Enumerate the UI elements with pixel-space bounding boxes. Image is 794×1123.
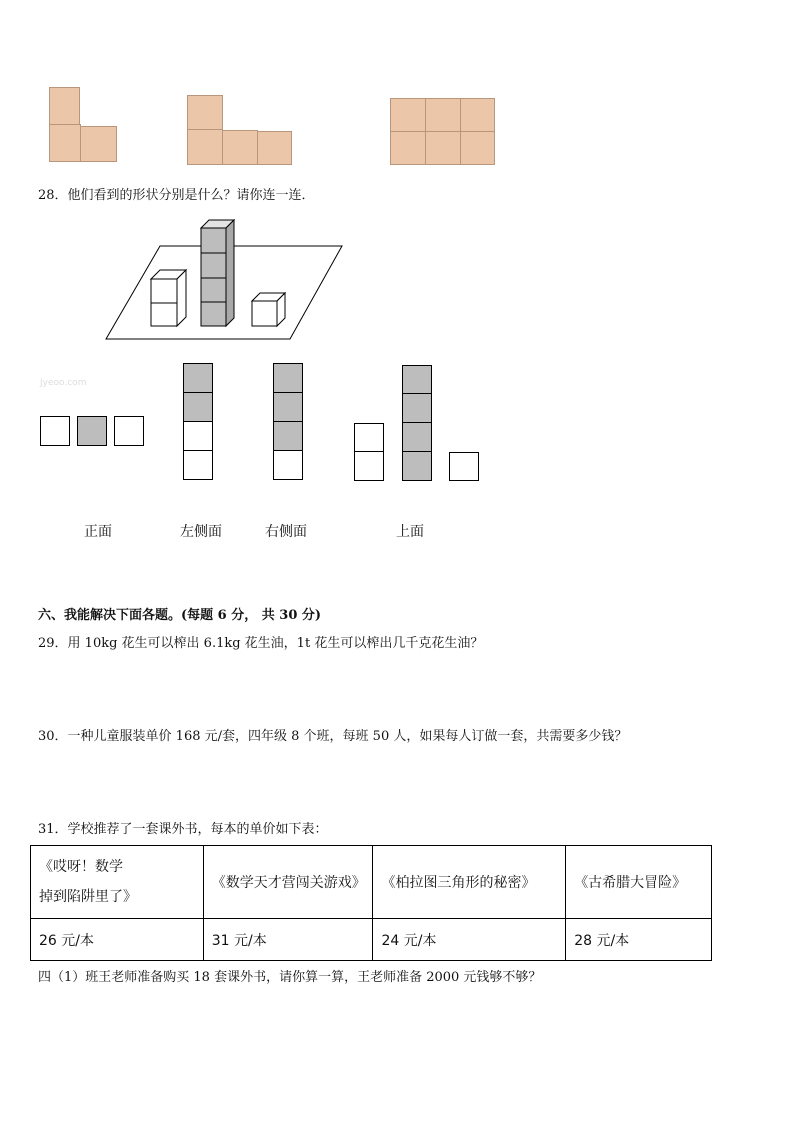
question-31: 31．学校推荐了一套课外书，每本的单价如下表： [38, 822, 328, 837]
label-right-side: 右侧面 [265, 524, 307, 540]
question-29: 29．用 10kg 花生可以榨出 6.1kg 花生油，1t 花生可以榨出几千克花生油？ [38, 636, 484, 651]
price-cell: 24 元/本 [373, 919, 566, 961]
book-price-table [30, 845, 712, 961]
block [460, 131, 495, 165]
gray-cube-stack [201, 220, 234, 326]
block [80, 126, 117, 162]
white-cube-stack [151, 270, 186, 326]
price-cell: 28 元/本 [566, 919, 712, 961]
block [390, 98, 426, 132]
block [187, 129, 223, 165]
book-title-cell: 《哎呀！数学 掉到陷阱里了》 [31, 846, 204, 919]
price-cell: 26 元/本 [31, 919, 204, 961]
block [425, 98, 461, 132]
label-left-side: 左侧面 [180, 524, 222, 540]
label-top: 上面 [396, 524, 424, 540]
cube-arrangement-illustration [100, 215, 350, 345]
block [425, 131, 461, 165]
block [49, 124, 81, 162]
price-cell: 31 元/本 [203, 919, 373, 961]
section-6-heading: 六、我能解决下面各题。(每题 6 分， 共 30 分) [38, 608, 322, 623]
question-30: 30．一种儿童服装单价 168 元/套，四年级 8 个班，每班 50 人，如果每人订做一套，共需要多少钱？ [38, 729, 628, 744]
book-title-cell: 《古希腊大冒险》 [566, 846, 712, 919]
table-row [31, 846, 712, 919]
block [49, 87, 80, 125]
label-front: 正面 [84, 524, 112, 540]
question-28: 28．他们看到的形状分别是什么？请你连一连． [38, 188, 315, 203]
question-31-followup: 四（1）班王老师准备购买 18 套课外书，请你算一算，王老师准备 2000 元钱够不够？ [38, 970, 542, 985]
block [222, 130, 258, 165]
block [257, 131, 292, 165]
book-title-cell: 《柏拉图三角形的秘密》 [373, 846, 566, 919]
watermark: Jyeoo.com [40, 378, 87, 388]
single-white-cube [252, 293, 285, 326]
block [187, 95, 223, 130]
block [460, 98, 495, 132]
table-row [31, 919, 712, 961]
book-title-cell: 《数学天才营闯关游戏》 [203, 846, 373, 919]
block [390, 131, 426, 165]
